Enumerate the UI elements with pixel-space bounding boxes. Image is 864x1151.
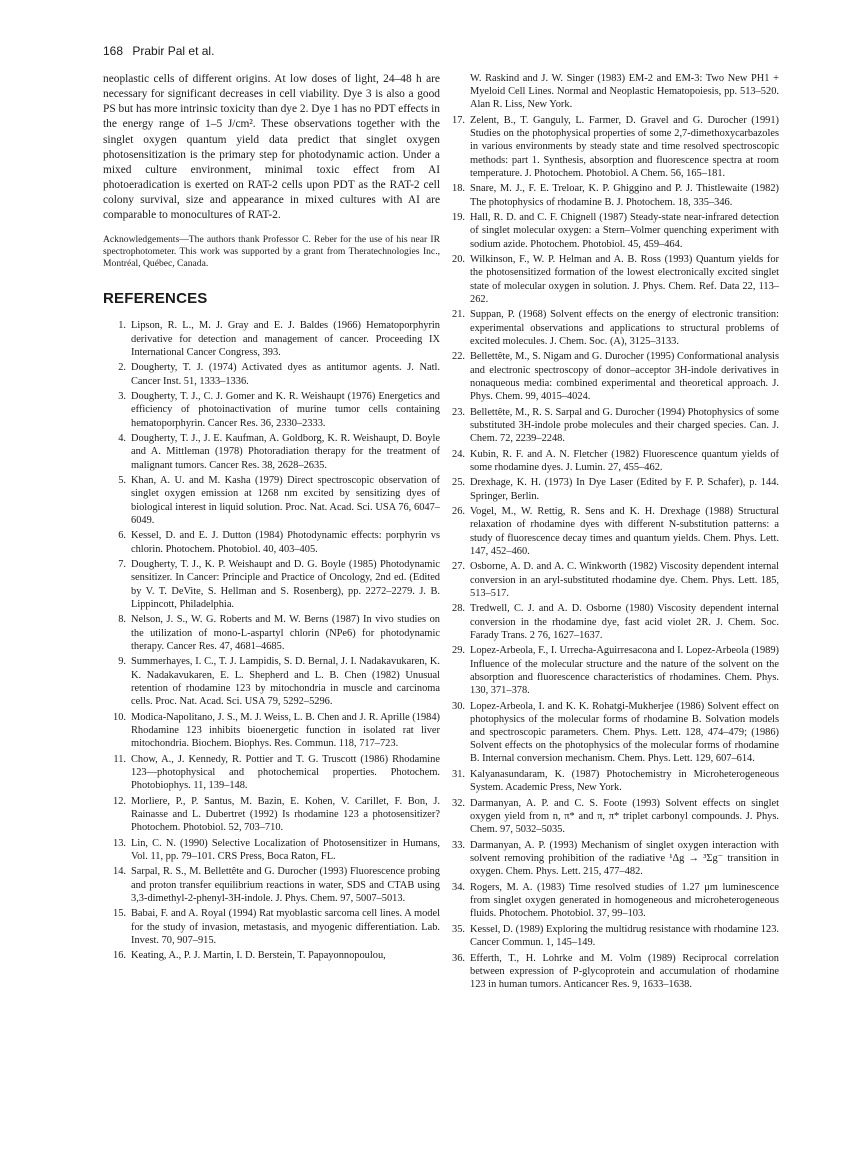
reference-text: Nelson, J. S., W. G. Roberts and M. W. Berns (1987) In vivo studies on the utilization of mono-L-aspartyl chlorin (NPe6) for photodynamic therapy. Cancer Res. 47, 4681–4685.	[131, 614, 440, 652]
reference-text: Zelent, B., T. Ganguly, L. Farmer, D. Gravel and G. Durocher (1991) Studies on the photophysical properties of some 2,7-dimethoxycarbazoles in various environments by steady state and time resolved spectroscopic methods: part 1. Synthesis, absorption and fluorescence spectra at room temperature. J. Photochem. Photobiol. A Chem. 56, 165–181.	[470, 115, 779, 179]
running-title: Prabir Pal et al.	[132, 44, 215, 58]
reference-text: Lopez-Arbeola, F., I. Urrecha-Aguirresacona and I. Lopez-Arbeola (1989) Influence of the molecular structure and the nature of the solvent on the absorption and fluorescence characteristics of rhodamines. Chem. Phys. 130, 371–378.	[470, 645, 780, 697]
reference-item	[442, 797, 779, 837]
reference-item	[442, 700, 779, 766]
reference-text: Suppan, P. (1968) Solvent effects on the energy of electronic transition: experimental observations and applications to structural problems of excited molecules. J. Chem. Soc. (A), 3125–3133.	[470, 309, 779, 347]
reference-number: 4.	[118, 433, 126, 445]
reference-text: Sarpal, R. S., M. Bellettête and G. Durocher (1993) Fluorescence probing and proton transfer equilibrium reactions in water, SDS and CTAB using 3,3-dimethyl-2-phenyl-3H-indole. J. Phys. Chem. 97, 5007–5013.	[131, 866, 440, 904]
reference-item	[103, 865, 440, 905]
reference-number: 16.	[113, 950, 126, 962]
reference-number	[442, 72, 470, 112]
reference-number: 22.	[452, 351, 465, 363]
reference-text: Kubin, R. F. and A. N. Fletcher (1982) Fluorescence quantum yields of some rhodamine dyes. J. Lumin. 27, 455–462.	[470, 448, 779, 473]
reference-text: Kessel, D. (1989) Exploring the multidrug resistance with rhodamine 123. Cancer Commun. 1, 145–149.	[470, 923, 779, 949]
reference-number: 15.	[113, 908, 126, 920]
reference-item	[442, 114, 779, 180]
reference-item	[103, 655, 440, 708]
reference-text: Bellettête, M., R. S. Sarpal and G. Durocher (1994) Photophysics of some substituted 3H-indole probe molecules and their charged species. Can. J. Chem. 72, 2239–2248.	[470, 406, 779, 445]
reference-text: Kessel, D. and E. J. Dutton (1984) Photodynamic effects: porphyrin vs chlorin. Photochem. Photobiol. 40, 403–405.	[131, 530, 440, 555]
reference-item	[442, 505, 779, 558]
reference-text: Wilkinson, F., W. P. Helman and A. B. Ross (1993) Quantum yields for the photosensitized formation of the lowest electronically excited singlet state of molecular oxygen in solution. J. Phys. Chem. Ref. Data 22, 113–262.	[470, 254, 779, 305]
reference-item	[103, 711, 440, 751]
reference-number: 25.	[452, 477, 465, 489]
reference-item	[442, 476, 779, 502]
references-list-left	[103, 319, 440, 962]
reference-item	[442, 448, 779, 474]
reference-number: 13.	[113, 837, 126, 849]
reference-item	[442, 406, 779, 446]
reference-number: 11.	[113, 753, 126, 765]
reference-number: 26.	[452, 506, 465, 518]
reference-number: 3.	[118, 391, 126, 403]
reference-number: 23.	[452, 406, 465, 418]
reference-number: 19.	[452, 212, 465, 224]
reference-text: Keating, A., P. J. Martin, I. D. Berstein, T. Papayonnopoulou,	[131, 950, 386, 962]
reference-number: 20.	[452, 254, 465, 266]
reference-item	[103, 795, 440, 835]
reference-number: 21.	[452, 309, 465, 321]
reference-text: Osborne, A. D. and A. C. Winkworth (1982) Viscosity dependent internal conversion in an aryl-substituted rhodamine dye. Chem. Phys. Lett. 185, 513–517.	[470, 561, 779, 599]
reference-item	[442, 308, 779, 348]
reference-item	[103, 558, 440, 611]
reference-item	[103, 753, 440, 793]
reference-item	[442, 72, 779, 112]
reference-item	[442, 253, 779, 306]
reference-number: 36.	[452, 952, 465, 964]
reference-text: Modica-Napolitano, J. S., M. J. Weiss, L. B. Chen and J. R. Aprille (1984) Rhodamine 123 inhibits bioenergetic function in isolated rat liver mitochondria. Biochem. Biophys. Res. Commun. 118, 717–723.	[131, 711, 440, 750]
reference-number: 31.	[452, 769, 465, 781]
references-list-right	[442, 72, 779, 991]
reference-number: 18.	[452, 183, 465, 195]
reference-text: Dougherty, T. J., K. P. Weishaupt and D. G. Boyle (1985) Photodynamic sensitizer. In Cancer: Principle and Practice of Oncology, 2nd ed. (Edited by V. T. DeVite, S. Hellman and S. Rosenberg), pp. 2272–2279. J. B. Lippincott, Philadelphia.	[131, 559, 440, 610]
reference-number: 7.	[118, 559, 126, 571]
reference-text: Darmanyan, A. P. and C. S. Foote (1993) Solvent effects on singlet oxygen yield from n, π* and π, π* triplet carbonyl compounds. J. Phys. Chem. 97, 5032–5035.	[470, 797, 779, 836]
reference-number: 35.	[452, 923, 465, 935]
reference-item	[442, 602, 779, 642]
reference-item	[103, 319, 440, 359]
reference-text: Tredwell, C. J. and A. D. Osborne (1980) Viscosity dependent internal conversion in the rhodamine dye, fast acid violet 2R. J. Chem. Soc. Farady Trans. 2 76, 1627–1637.	[470, 603, 779, 641]
reference-item	[103, 907, 440, 947]
reference-text: Drexhage, K. H. (1973) In Dye Laser (Edited by F. P. Schafer), p. 144. Springer, Berlin.	[470, 477, 779, 502]
right-column	[442, 72, 779, 994]
references-heading: REFERENCES	[103, 290, 208, 308]
reference-item	[442, 923, 779, 949]
reference-text: W. Raskind and J. W. Singer (1983) EM-2 and EM-3: Two New PH1 + Myeloid Cell Lines. Normal and Neoplastic Hematopoiesis, pp. 513–520. Alan R. Liss, New York.	[470, 73, 779, 111]
reference-text: Kalyanasundaram, K. (1987) Photochemistry in Microheterogeneous System. Academic Press, New York.	[470, 769, 779, 794]
reference-item	[103, 949, 440, 962]
reference-number: 33.	[452, 839, 465, 851]
reference-number: 8.	[118, 614, 126, 626]
reference-text: Morliere, P., P. Santus, M. Bazin, E. Kohen, V. Carillet, F. Bon, J. Rainasse and L. Dubertret (1992) Is rhodamine 123 a photosensitizer? Photochem. Photobiol. 52, 703–710.	[131, 795, 440, 834]
reference-item	[103, 432, 440, 472]
page-header	[103, 44, 214, 58]
reference-text: Babai, F. and A. Royal (1994) Rat myoblastic sarcoma cell lines. A model for the study of invasion, metastasis, and myogenic differentiation. Lab. Invest. 70, 907–915.	[131, 908, 440, 946]
page-number: 168	[103, 44, 124, 58]
reference-number: 24.	[452, 448, 465, 460]
reference-number: 2.	[118, 362, 126, 374]
acknowledgements: Acknowledgements—The authors thank Professor C. Reber for the use of his near IR spectrophotometer. This work was supported by a grant from Theratechnologies Inc., Montréal, Québec, Canada.	[103, 233, 440, 270]
reference-item	[442, 182, 779, 208]
reference-item	[103, 613, 440, 653]
reference-text: Dougherty, T. J., C. J. Gomer and K. R. Weishaupt (1976) Energetics and efficiency of photoinactivation of murine tumor cells containing hematoporphyrin. Cancer Res. 36, 2330–2333.	[131, 391, 440, 429]
reference-text: Rogers, M. A. (1983) Time resolved studies of 1.27 μm luminescence from singlet oxygen generated in homogeneous and microheterogeneous fluids. Photochem. Photobiol. 37, 99–103.	[470, 881, 779, 920]
reference-text: Efferth, T., H. Lohrke and M. Volm (1989) Reciprocal correlation between expression of P-glycoprotein and accumulation of rhodamine 123 in human tumors. Anticancer Res. 9, 1633–1638.	[470, 952, 779, 991]
reference-item	[442, 560, 779, 600]
reference-text: Hall, R. D. and C. F. Chignell (1987) Steady-state near-infrared detection of singlet molecular oxygen: a Stern–Volmer quenching experiment with sodium azide. Photochem. Photobiol. 45, 459–464.	[470, 212, 779, 250]
reference-number: 9.	[118, 656, 126, 668]
reference-text: Snare, M. J., F. E. Treloar, K. P. Ghiggino and P. J. Thistlewaite (1982) The photophysics of rhodamine B. J. Photochem. 18, 335–346.	[470, 183, 779, 208]
reference-number: 10.	[113, 711, 126, 723]
reference-number: 5.	[118, 475, 126, 487]
reference-text: Chow, A., J. Kennedy, R. Pottier and T. G. Truscott (1986) Rhodamine 123—photophysical and photochemical properties. Photochem. Photobiophys. 11, 139–148.	[131, 753, 440, 792]
reference-number: 29.	[452, 645, 465, 657]
reference-text: Khan, A. U. and M. Kasha (1979) Direct spectroscopic observation of singlet oxygen emission at 1268 nm excited by sensitizing dyes of biological interest in liquid solution. Proc. Nat. Acad. Sci. USA 76, 6047–6049.	[131, 475, 440, 526]
reference-item	[442, 350, 779, 403]
reference-number: 17.	[452, 115, 465, 126]
body-paragraph: neoplastic cells of different origins. At low doses of light, 24–48 h are necessary for significant decreases in cell viability. Dye 3 is also a good PS but has more intrinsic toxicity than dye 2. Dye 1 has no PDT effects in the energy range of 1–5 J/cm². These observations together with the singlet oxygen quantum yield data predict that singlet oxygen photosensitization is the primary step for photodynamic action. Under a mixed culture environment, minimal toxic effect from AI photoeradication is exerted on RAT-2 cells upon PDT as the RAT-2 cell colony survival, size and appearance in mixed cultures with AI are comparable to monocultures of RAT-2.	[103, 73, 440, 222]
reference-item	[103, 361, 440, 387]
reference-number: 14.	[113, 866, 126, 878]
reference-item	[442, 768, 779, 794]
reference-number: 6.	[118, 530, 126, 542]
reference-item	[103, 474, 440, 527]
reference-item	[442, 644, 779, 697]
reference-text: Dougherty, T. J., J. E. Kaufman, A. Goldborg, K. R. Weishaupt, D. Boyle and A. Mittleman (1978) Photoradiation therapy for the treatment of malignant tumors. Cancer Res. 38, 2628–2635.	[131, 433, 440, 471]
reference-number: 27.	[452, 561, 465, 573]
reference-item	[442, 211, 779, 251]
reference-item	[442, 881, 779, 921]
reference-text: Bellettête, M., S. Nigam and G. Durocher (1995) Conformational analysis and electronic spectroscopy of donor–acceptor 3H-indole derivatives in nonaqueous media: combined experimental and theoretical approach. J. Phys. Chem. 99, 4015–4024.	[470, 351, 779, 403]
reference-text: Lin, C. N. (1990) Selective Localization of Photosensitizer in Humans, Vol. 11, pp. 79–101. CRS Press, Boca Raton, FL.	[131, 837, 440, 862]
reference-item	[103, 390, 440, 430]
reference-number: 30.	[452, 700, 465, 712]
reference-text: Lopez-Arbeola, I. and K. K. Rohatgi-Mukherjee (1986) Solvent effect on photophysics of the molecular forms of rhodamine B. Solvation models and spectroscopic parameters. Chem. Phys. Lett. 128, 474–479; (1986) Solvent effects on the photophysics of the molecular forms of rhodamine B. Internal conversion mechanism. Chem. Phys. Lett. 129, 607–614.	[470, 700, 779, 765]
reference-number: 28.	[452, 603, 465, 615]
reference-number: 34.	[452, 881, 465, 893]
left-column	[103, 72, 440, 965]
reference-text: Summerhayes, I. C., T. J. Lampidis, S. D. Bernal, J. I. Nadakavukaren, K. K. Nadakavukaren, E. L. Shepherd and L. B. Chen (1982) Unusual retention of rhodamine 123 by mitochondria in muscle and carcinoma cells. Proc. Nat. Acad. Sci. USA 79, 5292–5296.	[131, 656, 440, 708]
reference-item	[103, 837, 440, 863]
reference-text: Darmanyan, A. P. (1993) Mechanism of singlet oxygen interaction with solvent removing prohibition of the radiative ¹Δg → ³Σg⁻ transition in oxygen. Chem. Phys. Lett. 215, 477–482.	[470, 839, 779, 878]
reference-text: Vogel, M., W. Rettig, R. Sens and K. H. Drexhage (1988) Structural relaxation of rhodamine dyes with different N-substitution patterns: a study of fluorescence decay times and quantum yields. Chem. Phys. Lett. 147, 452–460.	[470, 506, 779, 557]
reference-item	[103, 529, 440, 555]
reference-item	[442, 952, 779, 992]
reference-text: Lipson, R. L., M. J. Gray and E. J. Baldes (1966) Hematoporphyrin derivative for detection and management of cancer. Proceeding IX International Cancer Congress, 393.	[131, 320, 440, 358]
reference-item	[442, 839, 779, 879]
reference-number: 32.	[452, 797, 465, 809]
reference-number: 1.	[118, 320, 126, 332]
reference-number: 12.	[113, 795, 126, 807]
reference-text: Dougherty, T. J. (1974) Activated dyes as antitumor agents. J. Natl. Cancer Inst. 51, 1333–1336.	[131, 362, 440, 387]
